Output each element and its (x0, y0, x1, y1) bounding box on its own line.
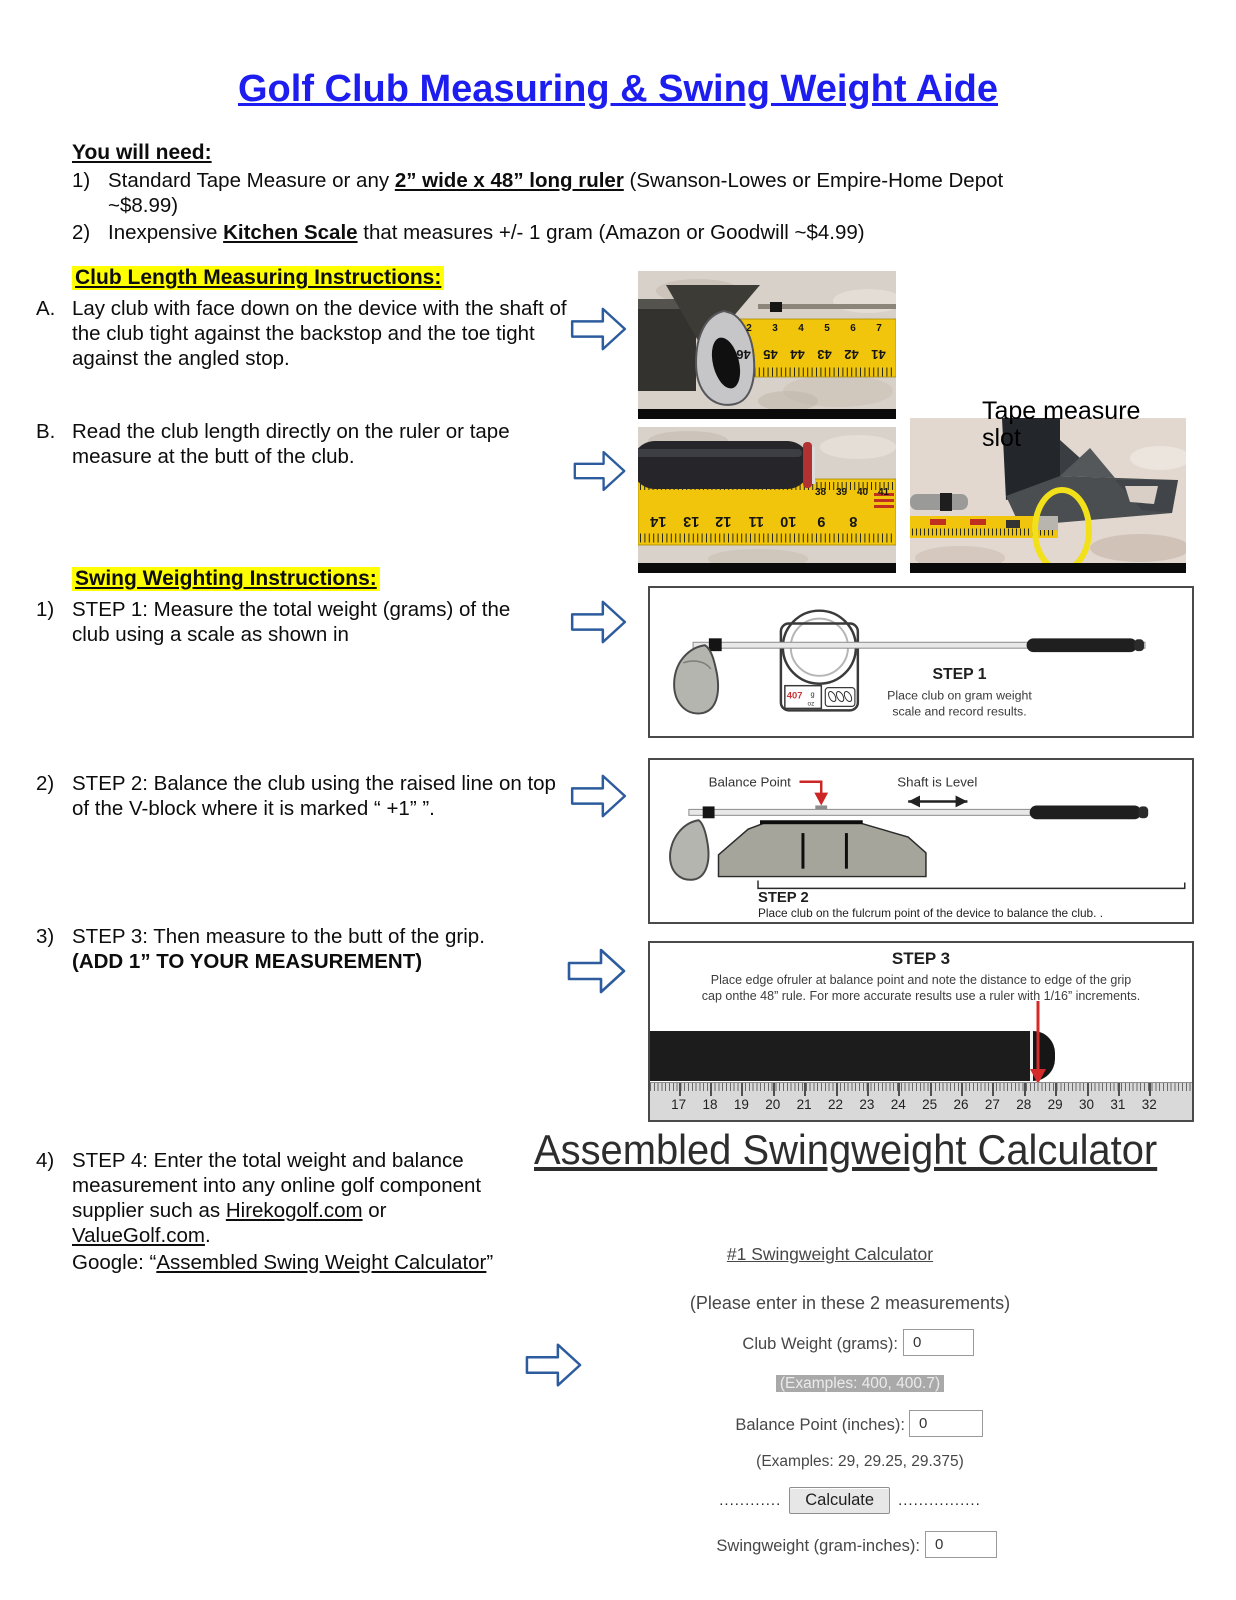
list-letter: A. (36, 297, 56, 320)
svg-text:g: g (810, 689, 815, 699)
calculator-subheading: #1 Swingweight Calculator (726, 1244, 934, 1264)
list-item (72, 168, 1152, 218)
page-title: Golf Club Measuring & Swing Weight Aide (238, 68, 998, 110)
swing-weighting-heading: Swing Weighting Instructions: (72, 567, 380, 591)
item-text: Inexpensive (108, 221, 224, 244)
item-text: that measures +/- 1 gram (Amazon or Goodwill ~$4.99) (357, 221, 865, 244)
calculator-note: (Please enter in these 2 measurements) (689, 1293, 1011, 1313)
list-number: 4) (36, 1149, 55, 1172)
scale-reading: 407 (786, 690, 803, 701)
list-number: 3) (36, 925, 55, 948)
google-search-phrase: Assembled Swing Weight Calculator (156, 1251, 487, 1274)
item-text: STEP 3: Then measure to the butt of the grip. (72, 925, 485, 948)
step2-title: STEP 2 (758, 890, 809, 907)
step3-diagram: STEP 3 Place edge ofruler at balance point and note the distance to edge of the grip cap onthe 48” rule. For more accurate results use a ruler with 1/16” increments. 17 18 19 20 21 22 23 24 25 26 27 28 29 30 31 32 (648, 941, 1194, 1122)
club-weight-examples: (Examples: 400, 400.7) (700, 1375, 1020, 1393)
svg-text:Place club on the fulcrum poin: Place club on the fulcrum point of the device to balance the club. . (758, 906, 1104, 921)
balance-point-label: Balance Point (708, 774, 791, 790)
calculate-button[interactable]: Calculate (789, 1487, 890, 1514)
item-text: STEP 4: Enter the total weight and balance measurement into any online golf component supplier such as (72, 1149, 482, 1222)
swing-item-3 (36, 924, 581, 974)
tape-slot-label: Tape measure slot (982, 397, 1141, 452)
calculate-row: ............ Calculate ................ (640, 1487, 1060, 1514)
right-arrow-icon (570, 599, 628, 645)
item-text: ~$8.99) (108, 194, 179, 217)
step3-title: STEP 3 (891, 949, 951, 968)
photo-tape-measure-slot (910, 397, 1186, 573)
list-item (72, 220, 1152, 245)
red-measurement-arrow (1026, 1001, 1050, 1085)
list-number: 2) (72, 221, 91, 244)
ruler-numbers: 17 18 19 20 21 22 23 24 25 26 27 28 29 30 31 32 (663, 1083, 1165, 1112)
swing-item-1 (36, 597, 566, 647)
shaft-level-label: Shaft is Level (897, 774, 978, 790)
swingweight-label: Swingweight (gram-inches): (716, 1537, 920, 1555)
item-text: Lay club with face down on the device with the shaft of the club tight against the backstop and the toe tight against the angled stop. (72, 297, 567, 370)
swing-item-2 (36, 771, 576, 821)
ruler-top-numbers: 38 39 40 41 (814, 487, 890, 498)
item-text: STEP 1: Measure the total weight (grams) of the club using a scale as shown in (72, 598, 511, 646)
photo-clubhead-on-ruler (638, 271, 896, 419)
right-arrow-icon (570, 306, 628, 352)
right-arrow-icon (573, 449, 627, 493)
item-text: (Swanson-Lowes or Empire-Home Depot (623, 169, 1004, 192)
calculator-heading: Assembled Swingweight Calculator (534, 1126, 1158, 1173)
step2-diagram (648, 758, 1194, 924)
club-weight-label: Club Weight (grams): (742, 1335, 898, 1353)
balance-point-input[interactable] (909, 1410, 983, 1437)
list-number: 1) (72, 169, 91, 192)
swing-item-4 (36, 1148, 506, 1248)
club-length-heading: Club Length Measuring Instructions: (72, 266, 444, 290)
step1-title: STEP 1 (932, 665, 987, 683)
balance-point-label: Balance Point (inches): (735, 1416, 905, 1434)
svg-text:scale and record results.: scale and record results. (892, 704, 1027, 719)
you-will-need-heading: You will need: (72, 141, 212, 164)
item-text: Read the club length directly on the ruler or tape measure at the butt of the club. (72, 420, 510, 468)
balance-point-examples: (Examples: 29, 29.25, 29.375) (756, 1453, 964, 1470)
item-text: or (362, 1199, 387, 1222)
list-number: 1) (36, 598, 55, 621)
list-number: 2) (36, 772, 55, 795)
item-text: . (204, 1224, 211, 1247)
club-weight-input[interactable] (903, 1329, 974, 1356)
ruler-top-numbers: 2 3 4 5 6 7 (746, 323, 882, 334)
ruler-inverted-numbers: 14 13 12 11 10 9 8 (650, 513, 858, 529)
swingweight-input[interactable] (925, 1531, 997, 1558)
you-will-need-section (72, 141, 1152, 245)
link-hirekogolf[interactable]: Hirekogolf.com (225, 1199, 363, 1222)
item-text: STEP 2: Balance the club using the raised line on top of the V-block where it is marked “ +1” ”. (72, 772, 556, 820)
right-arrow-icon (525, 1340, 583, 1390)
link-valuegolf[interactable]: ValueGolf.com (72, 1224, 205, 1247)
ruler-inverted-numbers: 46 45 44 43 42 41 (736, 347, 886, 362)
grip-silhouette (650, 1031, 1030, 1081)
instruction-item-a (36, 296, 581, 371)
list-letter: B. (36, 420, 56, 443)
svg-text:oz: oz (807, 700, 815, 708)
right-arrow-icon (570, 773, 628, 819)
google-hint: Google: “Assembled Swing Weight Calculator” (72, 1251, 494, 1274)
instruction-item-b (36, 419, 581, 469)
photo-grip-on-ruler (638, 427, 896, 573)
item-text: Standard Tape Measure or any (108, 169, 395, 192)
ruler-48-inch (650, 1082, 1192, 1120)
item-text-bold: 2” wide x 48” long ruler (394, 169, 624, 192)
item-text-bold: Kitchen Scale (223, 221, 358, 244)
step1-diagram (648, 586, 1194, 738)
item-text-bold: (ADD 1” TO YOUR MEASUREMENT) (72, 950, 423, 973)
svg-text:Place club on gram weight: Place club on gram weight (887, 688, 1032, 703)
